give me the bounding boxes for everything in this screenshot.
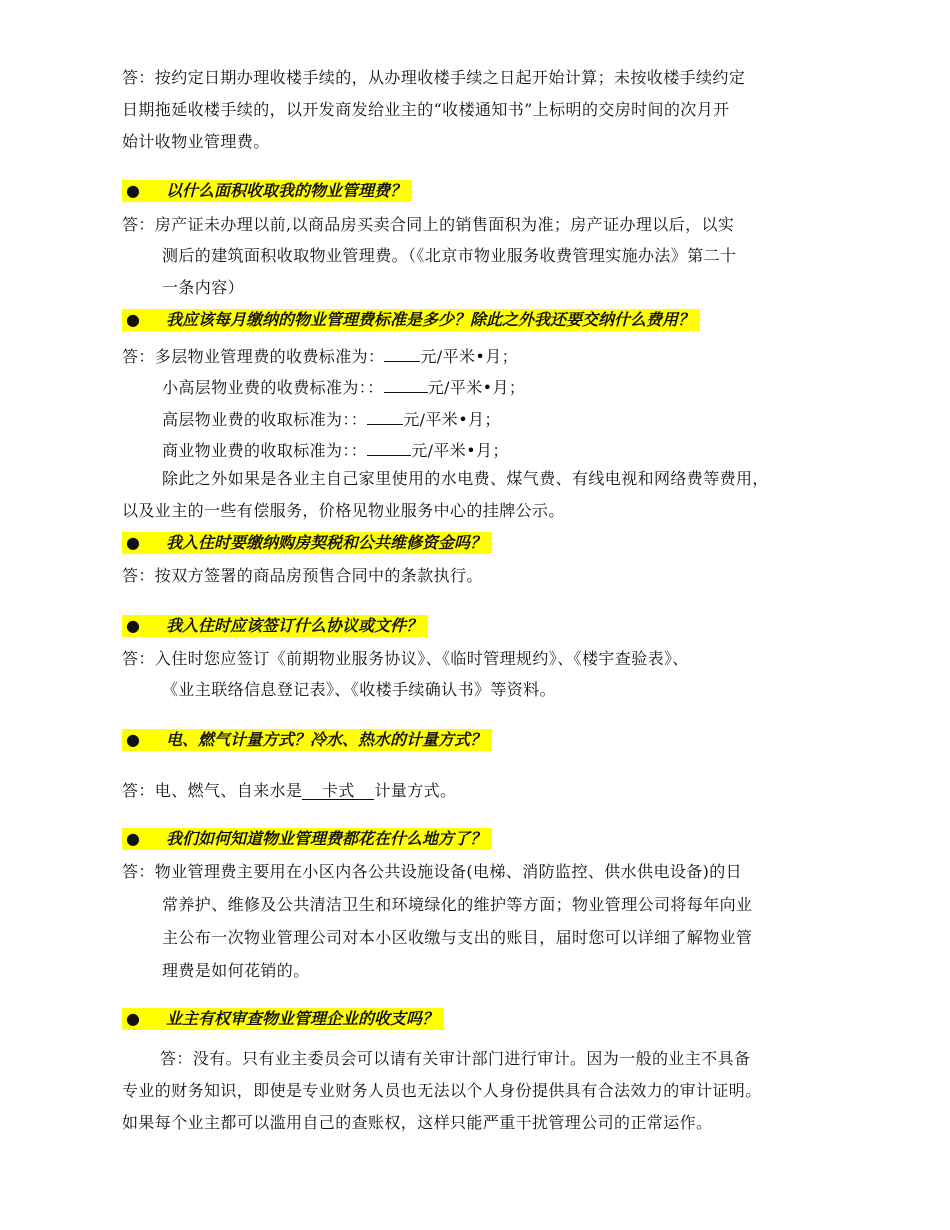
- question-text: 我应该每月缴纳的物业管理费标准是多少？除此之外我还要交纳什么费用？: [166, 310, 695, 329]
- answer-line: 除此之外如果是各业主自己家里使用的水电费、煤气费、有线电视和网络费等费用，: [162, 469, 769, 488]
- answer-line: 《业主联络信息登记表》、《收楼手续确认书》等资料。: [162, 680, 557, 699]
- fee-unit: 元/平米•月；: [411, 441, 509, 460]
- question-heading: [122, 615, 428, 637]
- question-text: 电、燃气计量方式？冷水、热水的计量方式？: [166, 730, 487, 749]
- fee-blank: [384, 374, 428, 393]
- answer-line: 答：物业管理费主要用在小区内各公共设施设备(电梯、消防监控、供水供电设备)的日: [122, 862, 743, 881]
- bullet-icon: ●: [126, 730, 140, 749]
- meter-label: 答：电、燃气、自来水是: [122, 781, 303, 800]
- answer-line: 测后的建筑面积收取物业管理费。（《北京市物业服务收费管理实施办法》第二十: [162, 246, 737, 265]
- question-heading: [122, 729, 492, 751]
- fee-unit: 元/平米•月；: [420, 347, 519, 366]
- meter-value: 卡式: [302, 781, 374, 800]
- bullet-icon: ●: [126, 616, 140, 635]
- answer-line: 主公布一次物业管理公司对本小区收缴与支出的账目，届时您可以详细了解物业管: [162, 928, 753, 947]
- question-heading: [122, 532, 492, 554]
- fee-blank: [367, 437, 411, 456]
- fee-blank: [384, 343, 420, 362]
- fee-label: 商业物业费的收取标准为：：: [162, 441, 368, 460]
- fee-unit: 元/平米•月；: [403, 410, 501, 429]
- question-text: 我入住时要缴纳购房契税和公共维修资金吗？: [166, 533, 487, 552]
- fee-label: 高层物业费的收取标准为：：: [162, 410, 368, 429]
- fee-line: [162, 437, 509, 461]
- answer-line: 如果每个业主都可以滥用自己的查账权，这样只能严重干扰管理公司的正常运作。: [122, 1113, 713, 1132]
- answer-line: 答：按约定日期办理收楼手续的，从办理收楼手续之日起开始计算；未按收楼手续约定: [122, 68, 746, 87]
- answer-line: 始计收物业管理费。: [122, 132, 270, 151]
- answer-line: 常养护、维修及公共清洁卫生和环境绿化的维护等方面；物业管理公司将每年向业: [162, 895, 753, 914]
- answer-line: 答：入住时您应签订《前期物业服务协议》、《临时管理规约》、《楼宇查验表》、: [122, 649, 689, 668]
- fee-blank: [367, 406, 403, 425]
- meter-suffix: 计量方式。: [374, 781, 457, 800]
- question-text: 我入住时应该签订什么协议或文件？: [166, 616, 423, 635]
- question-heading: [122, 1008, 444, 1030]
- question-heading: [122, 309, 700, 331]
- fee-line: [122, 343, 518, 367]
- question-text: 以什么面积收取我的物业管理费？: [166, 181, 407, 200]
- fee-label: 小高层物业费的收费标准为：：: [162, 378, 384, 397]
- bullet-icon: ●: [126, 829, 140, 848]
- fee-line: [162, 406, 501, 430]
- answer-line: 答：按双方签署的商品房预售合同中的条款执行。: [122, 566, 483, 585]
- question-heading: [122, 828, 492, 850]
- question-text: 业主有权审查物业管理企业的收支吗？: [166, 1009, 439, 1028]
- bullet-icon: ●: [126, 310, 140, 329]
- fee-label: 答：多层物业管理费的收费标准为：: [122, 347, 385, 366]
- bullet-icon: ●: [126, 1009, 140, 1028]
- fee-line: [162, 374, 525, 398]
- bullet-icon: ●: [126, 533, 140, 552]
- answer-line: 一条内容）: [162, 278, 245, 297]
- question-heading: [122, 180, 412, 202]
- answer-line: 专业的财务知识，即使是专业财务人员也无法以个人身份提供具有合法效力的审计证明。: [122, 1081, 762, 1100]
- answer-line: 以及业主的一些有偿服务，价格见物业服务中心的挂牌公示。: [122, 501, 565, 520]
- bullet-icon: ●: [126, 181, 140, 200]
- question-text: 我们如何知道物业管理费都花在什么地方了？: [166, 829, 487, 848]
- answer-line: 答：房产证未办理以前,以商品房买卖合同上的销售面积为准；房产证办理以后，以实: [122, 215, 735, 234]
- fee-unit: 元/平米•月；: [427, 378, 526, 397]
- answer-line: 理费是如何花销的。: [162, 961, 310, 980]
- meter-line: [122, 781, 456, 801]
- answer-line: 答：没有。只有业主委员会可以请有关审计部门进行审计。因为一般的业主不具备: [160, 1049, 751, 1068]
- answer-line: 日期拖延收楼手续的，以开发商发给业主的“收楼通知书”上标明的交房时间的次月开: [122, 100, 730, 119]
